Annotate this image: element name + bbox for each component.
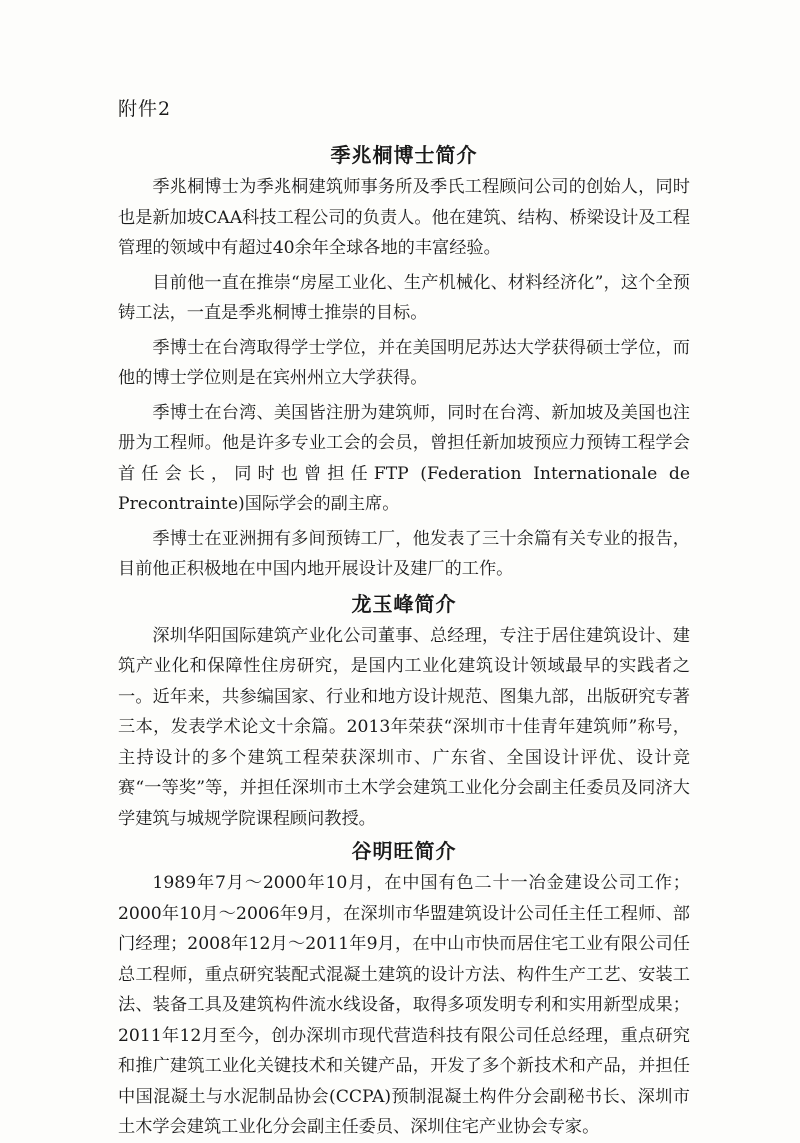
bio-section-long <box>118 589 690 835</box>
section-title: 龙玉峰简介 <box>351 591 457 616</box>
paragraph: 1989年7月～2000年10月，在中国有色二十一冶金建设公司工作；2000年10月～2006年9月，在深圳市华盟建筑设计公司任主任工程师、部门经理；2008年12月～2011年9月，在中山市快而居住宅工业有限公司任总工程师，重点研究装配式混凝土建筑的设计方法、构件生产工艺、安装工法、装备工具及建筑构件流水线设备，取得多项发明专利和实用新型成果；2011年12月至今，创办深圳市现代营造科技有限公司任总经理，重点研究和推广建筑工业化关键技术和关键产品，开发了多个新技术和产品，并担任中国混凝土与水泥制品协会(CCPA)预制混凝土构件分会副秘书长、深圳市土木学会建筑工业化分会副主任委员、深圳住宅产业协会专家。 <box>118 873 690 1137</box>
paragraph: 深圳华阳国际建筑产业化公司董事、总经理，专注于居住建筑设计、建筑产业化和保障性住房研究，是国内工业化建筑设计领域最早的实践者之一。近年来，共参编国家、行业和地方设计规范、图集九部，出版研究专著三本，发表学术论文十余篇。2013年荣获“深圳市十佳青年建筑师”称号，主持设计的多个建筑工程荣获深圳市、广东省、全国设计评优、设计竞赛“一等奖”等，并担任深圳市土木学会建筑工业化分会副主任委员及同济大学建筑与城规学院课程顾问教授。 <box>118 625 690 829</box>
bio-section-gu <box>118 836 690 1143</box>
paragraph: 季博士在亚洲拥有多间预铸工厂，他发表了三十余篇有关专业的报告，目前他正积极地在中国内地开展设计及建厂的工作。 <box>118 528 690 579</box>
attachment-label: 附件2 <box>118 98 172 120</box>
bio-section-ji <box>118 140 690 585</box>
section-title: 谷明旺简介 <box>351 839 457 863</box>
paragraph: 季兆桐博士为季兆桐建筑师事务所及季氏工程顾问公司的创始人，同时也是新加坡CAA科技工程公司的负责人。他在建筑、结构、桥梁设计及工程管理的领域中有超过40余年全球各地的丰富经验。 <box>118 177 690 258</box>
paragraph: 季博士在台湾取得学士学位，并在美国明尼苏达大学获得硕士学位，而他的博士学位则是在宾州州立大学获得。 <box>118 337 690 388</box>
paragraph: 目前他一直在推崇“房屋工业化、生产机械化、材料经济化”，这个全预铸工法，一直是季兆桐博士推崇的目标。 <box>118 272 690 323</box>
section-title: 季兆桐博士简介 <box>330 143 478 167</box>
paragraph: 季博士在台湾、美国皆注册为建筑师，同时在台湾、新加坡及美国也注册为工程师。他是许多专业工会的会员，曾担任新加坡预应力预铸工程学会首任会长，同时也曾担任FTP (Federation Internationale de Precontrainte)国际学会的副主席。 <box>118 402 690 514</box>
